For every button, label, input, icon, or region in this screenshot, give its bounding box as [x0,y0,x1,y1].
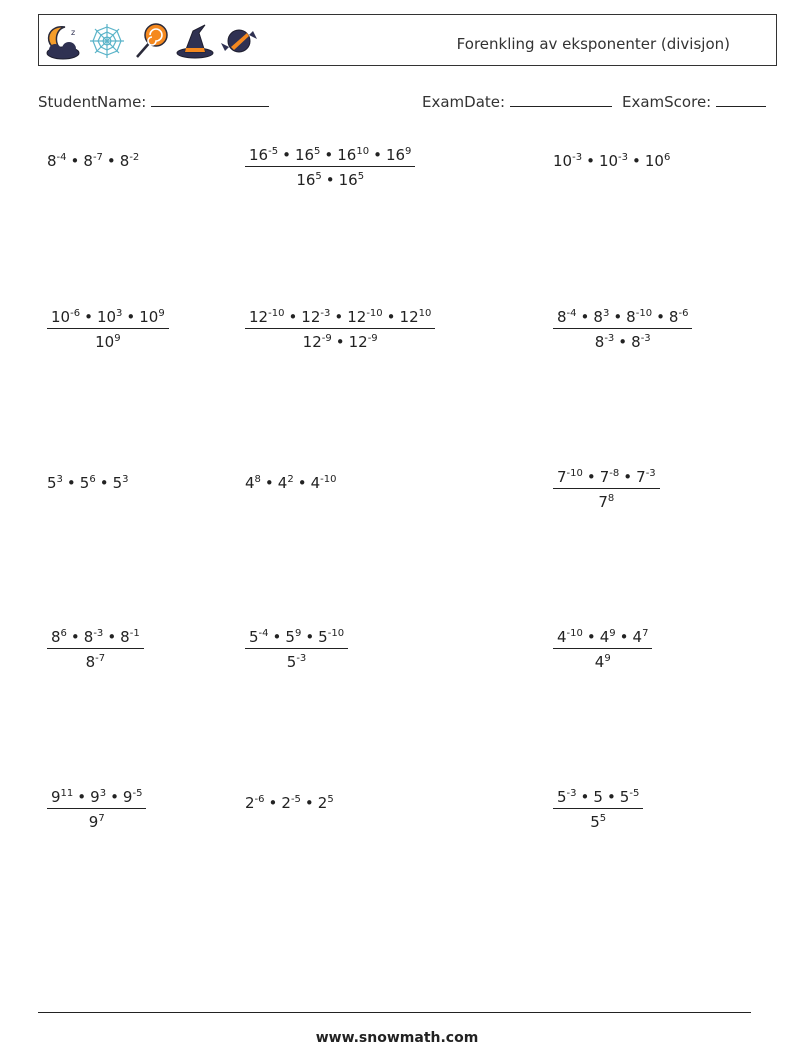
exam-date-blank[interactable] [510,92,612,107]
exponent: 9 [158,308,165,319]
power-term [249,146,278,164]
power-term [557,468,583,486]
exponent: -3 [640,333,651,344]
power-term [249,628,269,646]
numerator [245,146,415,167]
exponent: 6 [60,628,67,639]
exponent-problem [553,308,692,351]
base: 5 [47,474,57,492]
exponent-problem [47,788,146,831]
multiplication-dot: • [373,146,382,164]
power-term [295,146,320,164]
power-term [139,308,164,326]
exponent: 6 [89,474,96,485]
power-term [626,308,652,326]
exponent: -10 [327,628,345,639]
power-term [83,152,103,170]
power-term [285,628,301,646]
exponent: -7 [95,653,106,664]
multiplication-dot: • [282,146,291,164]
exponent: -3 [93,628,104,639]
base: 16 [294,146,315,164]
multiplication-dot: • [99,474,109,492]
student-name-label: StudentName: [38,93,147,111]
exponent: 3 [56,474,63,485]
base: 4 [557,628,567,646]
denominator [47,649,144,671]
spiderweb-icon [87,21,128,61]
power-term [633,628,649,646]
power-term [86,653,106,671]
multiplication-dot: • [656,308,665,326]
exponent: 6 [663,152,671,163]
exponent: 10 [356,146,370,157]
power-term [84,628,104,646]
exponent: -5 [268,146,279,157]
power-term [278,474,294,492]
base: 9 [88,813,99,831]
power-term [301,308,330,326]
base: 7 [599,468,610,486]
base: 8 [120,628,130,646]
fraction [553,308,692,351]
power-term [595,333,615,351]
exponent: 8 [607,493,615,504]
exponent: 3 [602,308,610,319]
base: 12 [301,308,321,326]
denominator [553,329,692,351]
power-term [600,628,616,646]
multiplication-dot: • [334,308,344,326]
multiplication-dot: • [77,788,87,806]
power-term [51,308,80,326]
power-term [51,788,73,806]
power-term [599,152,628,170]
exponent: -6 [678,308,689,319]
base: 5 [619,788,630,806]
power-term [386,146,411,164]
fraction [245,308,435,351]
numerator [47,788,146,809]
exponent: 7 [98,813,105,824]
base: 4 [632,628,643,646]
exponent: 7 [642,628,649,639]
denominator [553,809,643,831]
fraction [47,308,169,351]
base: 2 [245,794,255,812]
power-term [557,788,577,806]
svg-text:z: z [71,28,76,37]
fraction [245,146,415,189]
power-term [636,468,656,486]
base: 8 [47,152,57,170]
numerator [553,788,643,809]
multiplication-dot: • [272,628,282,646]
base: 10 [51,308,71,326]
multiplication-dot: • [623,468,633,486]
exponent: 11 [60,788,74,799]
multiplication-dot: • [632,152,641,170]
power-term [120,152,140,170]
power-term [339,171,364,189]
power-term [249,308,284,326]
power-term [593,788,603,806]
power-term [51,628,67,646]
exponent: -6 [254,794,265,805]
power-term [645,152,670,170]
power-term [318,628,344,646]
multiplication-dot: • [618,333,628,351]
exponent: -7 [92,152,103,163]
exponent-problem [47,474,128,492]
exponent: -10 [366,308,383,319]
base: 2 [317,794,328,812]
power-term [553,152,582,170]
numerator [245,308,435,329]
exponent: 5 [315,171,322,182]
power-term [337,146,369,164]
power-term [595,653,611,671]
base: 8 [51,628,61,646]
power-term [631,333,651,351]
power-term [593,308,609,326]
multiplication-dot: • [84,308,93,326]
multiplication-dot: • [304,794,314,812]
multiplication-dot: • [297,474,307,492]
exponent-problem [553,468,660,511]
base: 8 [626,308,636,326]
power-term [123,788,143,806]
multiplication-dot: • [268,794,278,812]
worksheet-header [38,14,777,66]
exponent: 3 [99,788,107,799]
exponent: -6 [70,308,81,319]
exponent: 9 [609,628,616,639]
base: 12 [399,308,419,326]
base: 5 [79,474,90,492]
exponent-problem [245,308,435,351]
power-term [600,468,620,486]
multiplication-dot: • [586,628,596,646]
numerator [245,628,348,649]
power-term [95,333,120,351]
base: 5 [557,788,567,806]
exponent: -3 [296,653,307,664]
worksheet-title: Forenkling av eksponenter (divisjon) [456,35,730,53]
power-term [281,794,301,812]
multiplication-dot: • [613,308,623,326]
base: 7 [557,468,567,486]
base: 4 [594,653,605,671]
exponent: -10 [566,628,583,639]
exponent: -3 [645,468,656,479]
fraction [553,628,652,671]
student-name-field [38,92,269,111]
exponent: -4 [258,628,269,639]
power-term [120,628,140,646]
multiplication-dot: • [288,308,298,326]
base: 4 [277,474,288,492]
exponent-problem [245,146,415,189]
exponent-problem [553,152,670,170]
power-term [620,788,640,806]
exponent: -1 [129,628,140,639]
fraction [47,788,146,831]
base: 8 [593,308,603,326]
exponent: -4 [56,152,67,163]
multiplication-dot: • [264,474,274,492]
exponent: -5 [132,788,143,799]
base: 8 [83,628,94,646]
base: 5 [112,474,123,492]
power-term [303,333,332,351]
multiplication-dot: • [386,308,396,326]
exponent: -3 [320,308,331,319]
base: 9 [90,788,100,806]
power-term [669,308,689,326]
exponent: -10 [635,308,653,319]
multiplication-dot: • [66,474,76,492]
student-name-blank[interactable] [151,92,269,107]
multiplication-dot: • [126,308,136,326]
power-term [90,788,106,806]
multiplication-dot: • [325,171,335,189]
base: 16 [337,146,357,164]
denominator [245,167,415,189]
fraction [47,628,144,671]
exponent: 8 [254,474,261,485]
base: 8 [668,308,679,326]
exponent: -3 [566,788,577,799]
exponent-problem [47,308,169,351]
exponent: 5 [327,794,334,805]
exponent-problem [553,628,652,671]
exponent-problem [47,152,139,170]
multiplication-dot: • [580,308,590,326]
base: 12 [249,308,269,326]
base: 5 [249,628,259,646]
exponent-problem [47,628,144,671]
exponent: 5 [599,813,607,824]
multiplication-dot: • [335,333,345,351]
base: 4 [310,474,321,492]
exponent: 3 [122,474,129,485]
halloween-icons [43,21,260,61]
multiplication-dot: • [305,628,315,646]
power-term [349,333,378,351]
power-term [80,474,96,492]
footer-url: www.snowmath.com [315,1030,479,1046]
exponent: -5 [629,788,640,799]
exponent: 5 [314,146,321,157]
exponent: -4 [566,308,577,319]
multiplication-dot: • [70,152,80,170]
power-term [245,794,265,812]
numerator [553,628,652,649]
base: 16 [385,146,406,164]
base: 5 [318,628,328,646]
base: 4 [599,628,610,646]
base: 8 [83,152,93,170]
exponent: -8 [609,468,620,479]
exam-score-blank[interactable] [716,92,766,107]
multiplication-dot: • [110,788,119,806]
base: 9 [122,788,133,806]
multiplication-dot: • [586,468,596,486]
base: 8 [557,308,567,326]
multiplication-dot: • [324,146,334,164]
power-term [113,474,129,492]
exponent: -3 [572,152,583,163]
base: 5 [285,628,295,646]
fraction [553,788,643,831]
base: 16 [249,146,269,164]
denominator [553,489,660,511]
numerator [47,628,144,649]
exponent: -5 [290,794,301,805]
multiplication-dot: • [106,152,116,170]
power-term [347,308,382,326]
base: 5 [590,813,600,831]
exponent: -9 [367,333,378,344]
base: 10 [139,308,159,326]
base: 12 [348,333,368,351]
exam-date-label: ExamDate: [422,93,506,111]
power-term [245,474,261,492]
exponent: -10 [566,468,583,479]
base: 10 [644,152,664,170]
exponent: -2 [129,152,140,163]
exponent: 5 [357,171,365,182]
power-term [590,813,606,831]
fraction [245,628,348,671]
denominator [553,649,652,671]
exponent-problem [245,628,348,671]
fraction [553,468,660,511]
base: 7 [636,468,646,486]
denominator [245,649,348,671]
multiplication-dot: • [580,788,590,806]
base: 5 [286,653,297,671]
base: 8 [119,152,130,170]
exponent-problem [553,788,643,831]
base: 4 [245,474,255,492]
power-term [557,308,577,326]
numerator [553,468,660,489]
exponent: -10 [268,308,285,319]
candy-icon [219,21,260,61]
power-term [598,493,614,511]
power-term [287,653,307,671]
multiplication-dot: • [70,628,80,646]
power-term [97,308,122,326]
base: 8 [85,653,96,671]
exponent: 9 [294,628,302,639]
base: 9 [51,788,61,806]
power-term [47,474,63,492]
power-term [557,628,583,646]
exam-score-label: ExamScore: [622,93,712,111]
base: 2 [281,794,291,812]
footer-divider [38,1012,751,1013]
power-term [400,308,432,326]
exponent: -3 [604,333,615,344]
base: 16 [296,171,316,189]
exam-score-field [622,92,766,111]
exponent: -10 [320,474,337,485]
exponent: 3 [116,308,123,319]
multiplication-dot: • [586,152,595,170]
denominator [47,329,169,351]
base: 8 [631,333,641,351]
exponent-problem [245,474,336,492]
denominator [245,329,435,351]
base: 12 [347,308,367,326]
base: 5 [593,788,603,806]
base: 12 [302,333,322,351]
lollipop-icon [131,21,172,61]
exponent: 9 [604,653,611,664]
exponent: -9 [321,333,332,344]
witch-hat-icon [175,21,216,61]
power-term [89,813,105,831]
numerator [47,308,169,329]
denominator [47,809,146,831]
numerator [553,308,692,329]
exponent: 10 [418,308,432,319]
base: 8 [594,333,605,351]
exponent-problem [245,794,334,812]
exponent: 2 [287,474,294,485]
exponent: 9 [405,146,412,157]
multiplication-dot: • [619,628,629,646]
base: 10 [96,308,117,326]
base: 10 [95,333,115,351]
exponent: 9 [114,333,121,344]
power-term [311,474,337,492]
power-term [47,152,67,170]
base: 10 [553,152,573,170]
multiplication-dot: • [606,788,616,806]
multiplication-dot: • [107,628,117,646]
moon-cloud-icon [43,21,84,61]
base: 16 [338,171,358,189]
base: 7 [598,493,608,511]
exam-date-field [422,92,612,111]
base: 10 [598,152,619,170]
power-term [318,794,334,812]
exponent: -3 [618,152,629,163]
power-term [296,171,321,189]
